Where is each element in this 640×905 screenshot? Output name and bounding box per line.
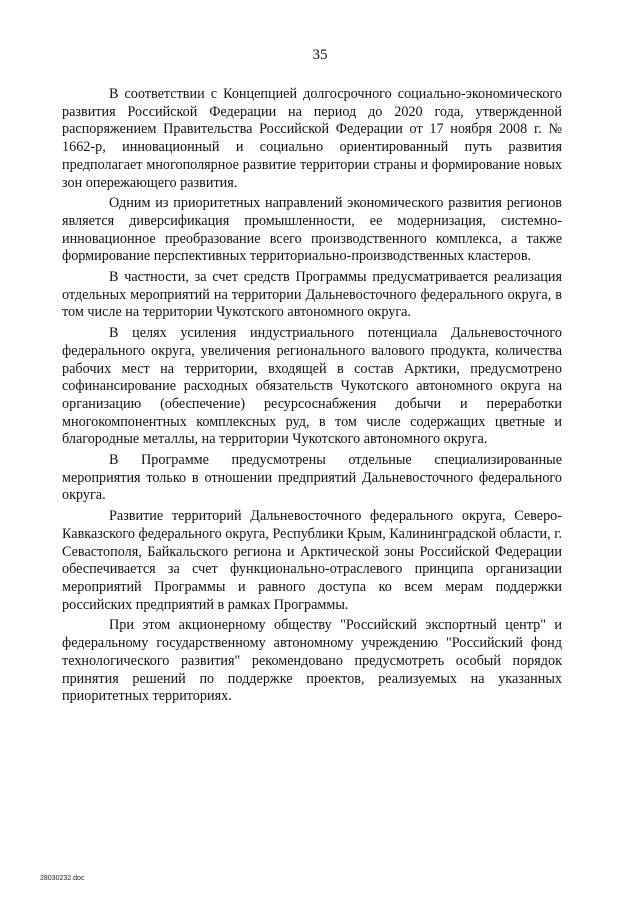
paragraph-industrial-potential: В целях усиления индустриального потенциала Дальневосточного федерального округа, увеличения регионального валового продукта, количества рабочих мест на территории, входящей в состав Арктики, предусмотрено софинансирование расходных обязательств Чукотского автономного округа на организацию (обеспечение) ресурсоснабжения добычи и переработки многокомпонентных комплексных руд, в том числе содержащих цветные и благородные металлы, на территории Чукотского автономного округа. — [62, 325, 562, 448]
footer-filename: 28030232.doc — [40, 875, 85, 882]
document-body — [62, 86, 562, 706]
paragraph-concept: В соответствии с Концепцией долгосрочного социально-экономического развития Российской Федерации на период до 2020 года, утвержденной распоряжением Правительства Российской Федерации от 17 ноября 2008 г. № 1662-р, инновационный и социально ориентированный путь развития предполагает многополярное развитие территории страны и формирование новых зон опережающего развития. — [62, 86, 562, 191]
page-number: 35 — [312, 47, 328, 63]
paragraph-specialized-measures: В Программе предусмотрены отдельные специализированные мероприятия только в отношении предприятий Дальневосточного федерального округа. — [62, 452, 562, 504]
paragraph-program-funding: В частности, за счет средств Программы предусматривается реализация отдельных мероприятий на территории Дальневосточного федерального округа, в том числе на территории Чукотского автономного округа. — [62, 269, 562, 321]
paragraph-export-center: При этом акционерному обществу "Российский экспортный центр" и федеральному государственному автономному учреждению "Российский фонд технологического развития" рекомендовано предусмотреть особый порядок принятия решений по поддержке проектов, реализуемых на указанных приоритетных территориях. — [62, 617, 562, 705]
paragraph-territorial-development: Развитие территорий Дальневосточного федерального округа, Северо-Кавказского федерального округа, Республики Крым, Калининградской области, г. Севастополя, Байкальского региона и Арктической зоны Российской Федерации обеспечивается за счет функционально-отраслевого принципа организации мероприятий Программы и равного доступа ко всем мерам поддержки российских предприятий в рамках Программы. — [62, 508, 562, 613]
paragraph-priority-directions: Одним из приоритетных направлений экономического развития регионов является диверсификация промышленности, ее модернизация, системно-инновационное преобразование всего производственного комплекса, а также формирование перспективных территориально-производственных кластеров. — [62, 195, 562, 265]
